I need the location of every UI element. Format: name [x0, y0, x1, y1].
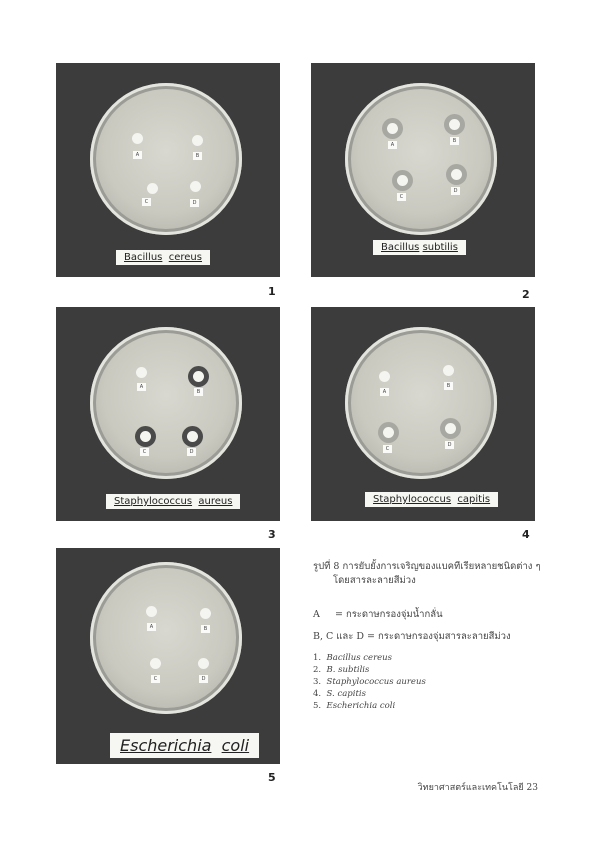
disk-b [193, 371, 204, 382]
disk-a [146, 606, 157, 617]
organism-card: Escherichia coli [110, 733, 259, 758]
species-list [313, 652, 563, 712]
figure-number: 4 [522, 528, 530, 541]
plate-photo-3 [56, 307, 280, 521]
disk-label-c: C [383, 445, 392, 453]
disk-label-d: D [187, 448, 196, 456]
disk-label-d: D [451, 187, 460, 195]
journal-name: วิทยาศาสตร์และเทคโนโลยี [417, 783, 524, 793]
list-item: 3. Staphylococcus aureus [313, 677, 426, 687]
disk-d [187, 431, 198, 442]
disk-a [132, 133, 143, 144]
plate-photo-4 [311, 307, 535, 521]
page-footer [418, 780, 538, 794]
disk-label-a: A [380, 388, 389, 396]
caption-title-line2: โดยสารละลายสีม่วง [333, 575, 416, 586]
disk-label-b: B [194, 388, 203, 396]
figure-number: 1 [268, 285, 276, 298]
disk-label-b: B [193, 152, 202, 160]
petri-dish [90, 562, 242, 714]
caption-title: รูปที่ 8 การยับยั้งการเจริญของแบคทีเรียหลายชนิดต่าง ๆ [313, 561, 541, 572]
legend [313, 608, 563, 644]
disk-a [136, 367, 147, 378]
disk-c [140, 431, 151, 442]
disk-c [383, 427, 394, 438]
figure-number: 5 [268, 771, 276, 784]
petri-dish [345, 83, 497, 235]
disk-label-b: B [201, 625, 210, 633]
disk-label-c: C [142, 198, 151, 206]
legend-bcd: B, C และ D = กระดาษกรองจุ่มสารละลายสีม่วง [313, 631, 511, 642]
plate-photo-2 [311, 63, 535, 277]
disk-label-a: A [133, 151, 142, 159]
disk-label-d: D [199, 675, 208, 683]
disk-b [449, 119, 460, 130]
disk-c [147, 183, 158, 194]
disk-label-d: D [445, 441, 454, 449]
disk-b [192, 135, 203, 146]
plate-photo-1 [56, 63, 280, 277]
disk-a [387, 123, 398, 134]
disk-d [190, 181, 201, 192]
disk-label-b: B [444, 382, 453, 390]
organism-card: Bacillus subtilis [373, 240, 466, 255]
disk-label-b: B [450, 137, 459, 145]
organism-card: Staphylococcus capitis [365, 492, 498, 507]
disk-a [379, 371, 390, 382]
figure-number: 2 [522, 288, 530, 301]
petri-dish [90, 83, 242, 235]
disk-label-a: A [147, 623, 156, 631]
petri-dish [345, 327, 497, 479]
disk-label-c: C [151, 675, 160, 683]
disk-d [451, 169, 462, 180]
figure-caption [313, 560, 563, 712]
figure-number: 3 [268, 528, 276, 541]
list-item: 5. Escherichia coli [313, 701, 396, 711]
disk-d [445, 423, 456, 434]
disk-b [443, 365, 454, 376]
disk-label-d: D [190, 199, 199, 207]
disk-b [200, 608, 211, 619]
disk-c [150, 658, 161, 669]
list-item: 4. S. capitis [313, 689, 366, 699]
plate-photo-5 [56, 548, 280, 764]
legend-a: A = กระดาษกรองจุ่มน้ำกลั่น [313, 609, 443, 620]
disk-c [397, 175, 408, 186]
disk-label-c: C [140, 448, 149, 456]
disk-label-a: A [137, 383, 146, 391]
page-number: 23 [526, 783, 538, 793]
list-item: 2. B. subtilis [313, 665, 370, 675]
disk-label-c: C [397, 193, 406, 201]
petri-dish [90, 327, 242, 479]
organism-card: Staphylococcus aureus [106, 494, 240, 509]
list-item: 1. Bacillus cereus [313, 653, 393, 663]
disk-label-a: A [388, 141, 397, 149]
disk-d [198, 658, 209, 669]
organism-card: Bacillus cereus [116, 250, 210, 265]
